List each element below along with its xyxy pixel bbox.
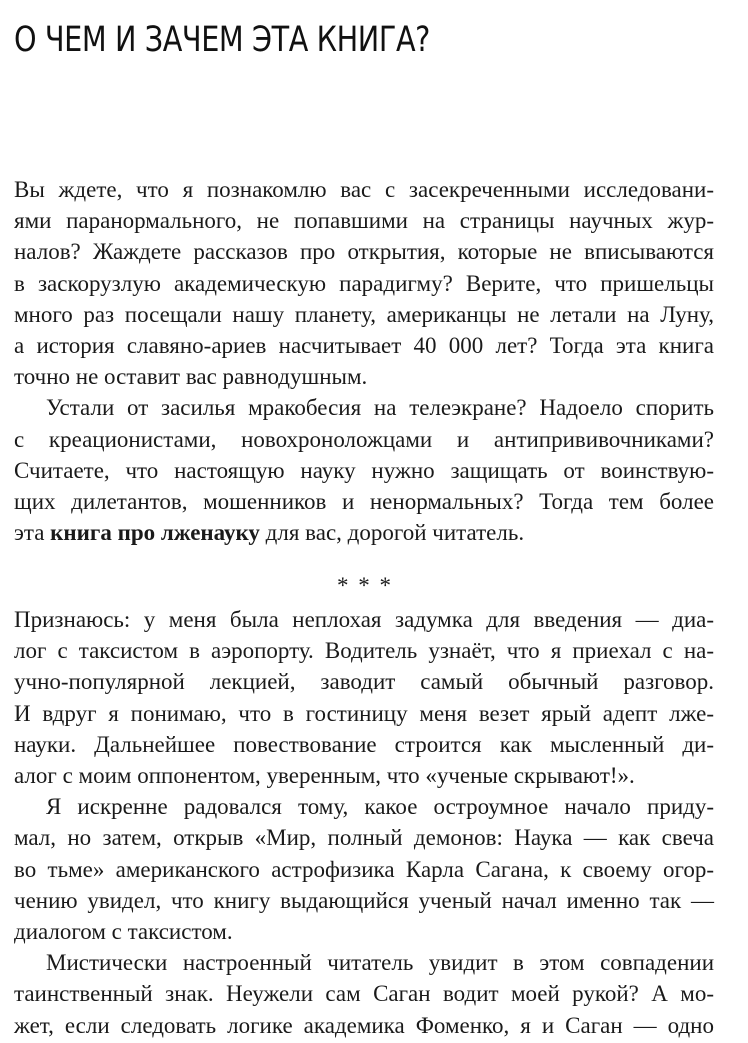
text-line: алог с моим оппонентом, уверенным, что «ученые скрывают!». xyxy=(14,763,635,789)
text-line: диалогом с таксистом. xyxy=(14,919,233,945)
text-line: с креационистами, новохроноложцами и антипрививочниками? xyxy=(14,426,714,452)
text-line: Я искренне радовался тому, какое остроумное начало приду- xyxy=(46,794,714,820)
text-segment: эта xyxy=(14,520,51,546)
text-line: ями паранормального, не попавшими на страницы научных жур- xyxy=(14,208,714,234)
text-line: а история славяно-ариев насчитывает 40 000 лет? Тогда эта книга xyxy=(14,333,714,359)
text-line: Устали от засилья мракобесия на телеэкране? Надоело спорить xyxy=(46,395,714,421)
paragraph-4 xyxy=(14,791,714,947)
text-line: чению увидел, что книгу выдающийся ученый начал именно так — xyxy=(14,887,714,913)
bold-phrase: книга про лженауку xyxy=(50,520,260,546)
text-line: мал, но затем, открыв «Мир, полный демонов: Наука — как свеча xyxy=(14,825,714,851)
chapter-title: О ЧЕМ И ЗАЧЕМ ЭТА КНИГА? xyxy=(14,20,431,60)
text-line: жет, если следовать логике академика Фоменко, я и Саган — одно xyxy=(14,1012,714,1038)
text-line: налов? Жаждете рассказов про открытия, которые не вписываются xyxy=(14,239,714,265)
text-segment: для вас, дорогой читатель. xyxy=(259,520,525,546)
text-line: во тьме» американского астрофизика Карла Сагана, к своему огор- xyxy=(14,856,714,882)
text-line: в заскорузлую академическую парадигму? Верите, что пришельцы xyxy=(14,270,714,296)
text-line: науки. Дальнейшее повествование строится как мысленный ди- xyxy=(14,731,714,757)
text-line: щих дилетантов, мошенников и ненормальных? Тогда тем более xyxy=(14,489,714,515)
paragraph-1 xyxy=(14,174,714,392)
text-line: много раз посещали нашу планету, американцы не летали на Луну, xyxy=(14,301,714,327)
section-separator: * * * xyxy=(337,573,393,598)
text-line: лог с таксистом в аэропорту. Водитель узнаёт, что я приехал с на- xyxy=(14,638,714,664)
text-line: Считаете, что настоящую науку нужно защищать от воинствую- xyxy=(14,457,714,483)
text-line: таинственный знак. Неужели сам Саган водит моей рукой? А мо- xyxy=(14,981,714,1007)
text-line: точно не оставит вас равнодушным. xyxy=(14,364,368,390)
main-section xyxy=(14,604,714,1041)
text-line: И вдруг я понимаю, что в гостиницу меня везет ярый адепт лже- xyxy=(14,700,714,726)
paragraph-3 xyxy=(14,604,714,791)
intro-section xyxy=(14,174,714,548)
text-line: учно-популярной лекцией, заводит самый обычный разговор. xyxy=(14,669,714,695)
paragraph-5 xyxy=(14,947,714,1041)
text-line: Мистически настроенный читатель увидит в этом совпадении xyxy=(46,950,714,976)
text-line: Признаюсь: у меня была неплохая задумка для введения — диа- xyxy=(14,607,714,632)
paragraph-2 xyxy=(14,392,714,548)
text-line: Вы ждете, что я познакомлю вас с засекреченными исследовани- xyxy=(14,177,714,202)
text-line-with-emphasis xyxy=(14,517,714,548)
